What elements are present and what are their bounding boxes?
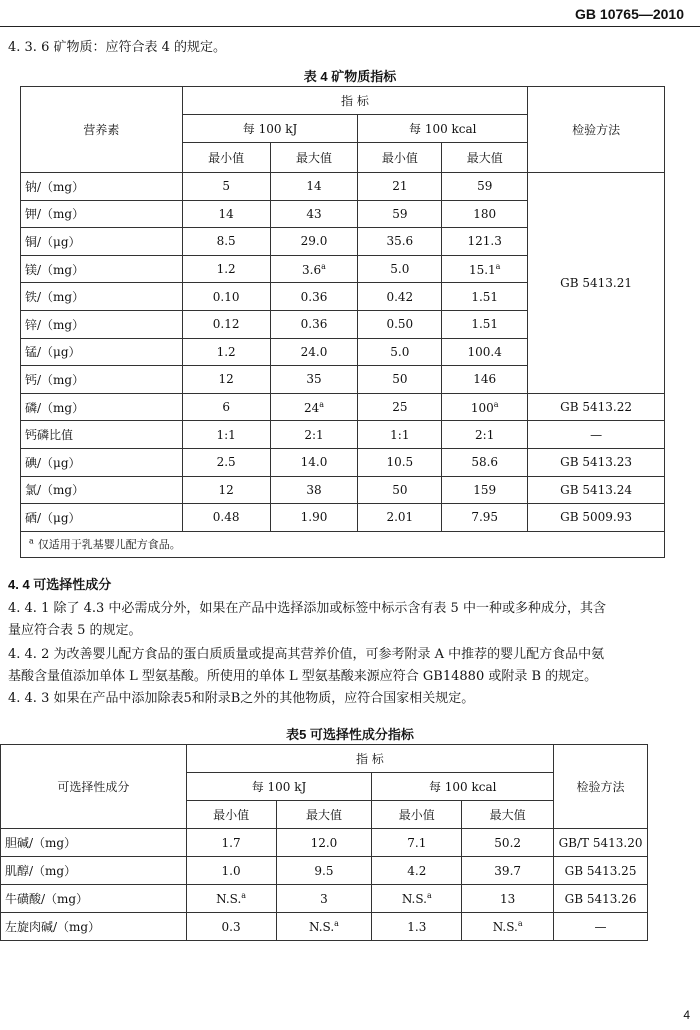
footnote-marker: a	[321, 261, 326, 271]
footnote-marker: a	[493, 399, 499, 409]
table4-header-per-kj: 每 100 kJ	[182, 115, 358, 143]
footnote-marker: a	[426, 891, 432, 900]
page-number: 4	[683, 1008, 690, 1022]
table5-header-per-kj: 每 100 kJ	[186, 773, 372, 801]
kcal-max-cell	[442, 338, 528, 366]
kcal-max-cell	[462, 829, 554, 857]
kcal-max-cell	[442, 393, 528, 421]
kj-min-cell-value: 1.0	[221, 863, 241, 878]
kj-max-cell	[270, 228, 358, 256]
kcal-min-cell	[358, 283, 442, 311]
kj-max-cell-value: 14.0	[300, 455, 328, 470]
nutrient-name	[21, 338, 183, 366]
table-row	[21, 448, 665, 476]
section-4-4-1	[8, 598, 678, 642]
nutrient-name	[21, 476, 183, 504]
kj-min-cell-value: 12	[218, 372, 234, 387]
kj-max-cell-value: 1.90	[300, 510, 328, 525]
kcal-min-cell	[372, 913, 462, 941]
method-cell-value: GB 5413.23	[560, 455, 632, 470]
kcal-max-cell-value: 39.7	[494, 863, 522, 878]
table5-header-method: 检验方法	[554, 745, 648, 829]
kj-max-cell-value: 43	[306, 206, 322, 221]
method-cell	[528, 393, 665, 421]
nutrient-name-value: 碘/（μg）	[25, 455, 81, 470]
kcal-max-cell	[442, 228, 528, 256]
kj-max-cell	[270, 255, 358, 283]
kcal-min-cell-value: 35.6	[386, 234, 414, 249]
nutrient-name	[21, 310, 183, 338]
kcal-min-cell	[358, 228, 442, 256]
section-4-4-title: 4. 4 可选择性成分	[8, 577, 112, 592]
kcal-max-cell-value: 7.95	[471, 510, 499, 525]
table5	[0, 744, 648, 941]
kj-min-cell	[182, 173, 270, 201]
method-cell-value: —	[594, 919, 607, 934]
nutrient-name-value: 锰/（μg）	[25, 345, 81, 360]
kj-max-cell-value: 24.0	[300, 344, 328, 359]
nutrient-name-value: 硒/（μg）	[25, 510, 81, 525]
table4-header-max: 最大值	[270, 143, 358, 173]
kcal-max-cell-value: 180	[473, 206, 497, 221]
kcal-max-cell-value: 59	[477, 179, 493, 194]
method-cell	[554, 885, 648, 913]
component-name-value: 左旋肉碱/（mg）	[5, 920, 101, 934]
kcal-max-cell-value: 121.3	[467, 234, 502, 249]
kj-max-cell-value: 24	[303, 400, 320, 415]
kj-max-cell	[270, 366, 358, 394]
table-row	[1, 829, 648, 857]
table5-header-max: 最大值	[462, 801, 554, 829]
table5-header-min: 最小值	[372, 801, 462, 829]
component-name	[1, 913, 187, 941]
kj-max-cell	[270, 393, 358, 421]
table4-header-index: 指 标	[182, 87, 527, 115]
kj-max-cell	[276, 857, 372, 885]
kj-max-cell	[270, 173, 358, 201]
kcal-min-cell	[372, 857, 462, 885]
kj-min-cell-value: 1:1	[216, 427, 236, 442]
component-name-value: 胆碱/（mg）	[5, 836, 77, 850]
nutrient-name	[21, 283, 183, 311]
table5-header-per-kcal: 每 100 kcal	[372, 773, 554, 801]
kcal-max-cell-value: 1.51	[471, 289, 499, 304]
kj-max-cell	[270, 504, 358, 532]
nutrient-name-value: 钾/（mg）	[25, 207, 85, 222]
kcal-min-cell	[372, 885, 462, 913]
table4-footnote-row	[21, 531, 665, 557]
kcal-max-cell-value: 1.51	[471, 317, 499, 332]
kj-min-cell-value: 5	[222, 179, 230, 194]
kcal-max-cell	[442, 173, 528, 201]
standard-code: GB 10765—2010	[575, 6, 684, 22]
kj-min-cell	[182, 476, 270, 504]
kj-max-cell-value: 12.0	[310, 835, 338, 850]
kcal-min-cell	[358, 173, 442, 201]
nutrient-name-value: 锌/（mg）	[25, 317, 85, 332]
section-4-4-2-line1: 4. 4. 2 为改善婴儿配方食品的蛋白质质量或提高其营养价值，可参考附录 A 中推荐的婴儿配方食品中氨	[8, 647, 605, 662]
footnote-marker: a	[29, 536, 34, 546]
section-4-4-2-line2: 基酸含量值添加单体 L 型氨基酸。所使用的单体 L 型氨基酸来源应符合 GB14880 或附录 B 的规定。	[8, 669, 598, 684]
section-4-4-3: 4. 4. 3 如果在产品中添加除表5和附录B之外的其他物质，应符合国家相关规定。	[8, 691, 475, 706]
table4-header-min: 最小值	[182, 143, 270, 173]
method-cell	[528, 173, 665, 394]
kj-min-cell-value: 12	[218, 482, 234, 497]
kj-min-cell	[186, 857, 276, 885]
table5-caption: 表5 可选择性成分指标	[286, 727, 414, 742]
kcal-min-cell	[358, 338, 442, 366]
kj-max-cell	[276, 829, 372, 857]
table4-header-min: 最小值	[358, 143, 442, 173]
kcal-max-cell	[442, 255, 528, 283]
table5-header-component: 可选择性成分	[1, 745, 187, 829]
kj-max-cell-value: 3.6	[302, 262, 322, 277]
kcal-min-cell-value: 50	[392, 482, 408, 497]
kcal-min-cell-value: 10.5	[386, 455, 414, 470]
kcal-max-cell-value: 159	[473, 482, 497, 497]
kj-min-cell	[182, 228, 270, 256]
kcal-max-cell	[442, 200, 528, 228]
table-row	[21, 476, 665, 504]
kcal-max-cell-value: 15.1	[468, 262, 496, 277]
kj-max-cell-value: 0.36	[300, 317, 328, 332]
table4-header-max: 最大值	[442, 143, 528, 173]
kj-min-cell	[182, 393, 270, 421]
kj-min-cell-value: 0.48	[212, 510, 240, 525]
kcal-max-cell-value: 50.2	[494, 835, 522, 850]
kcal-min-cell	[358, 310, 442, 338]
kcal-min-cell-value: 5.0	[390, 262, 410, 277]
footnote-marker: a	[319, 399, 325, 409]
kj-min-cell	[186, 913, 276, 941]
table5-header-max: 最大值	[276, 801, 372, 829]
kj-min-cell	[182, 283, 270, 311]
kcal-min-cell-value: 7.1	[407, 835, 427, 850]
kcal-max-cell-value: 100	[470, 400, 494, 415]
component-name	[1, 885, 187, 913]
method-cell	[528, 476, 665, 504]
method-cell	[554, 913, 648, 941]
nutrient-name-value: 钙磷比值	[25, 428, 74, 443]
kj-min-cell-value: 8.5	[216, 234, 236, 249]
method-cell	[528, 504, 665, 532]
footnote-text: 仅适用于乳基婴儿配方食品。	[37, 538, 181, 552]
table4	[20, 86, 665, 558]
nutrient-name	[21, 393, 183, 421]
nutrient-name-value: 钠/（mg）	[25, 179, 85, 194]
kj-min-cell	[182, 421, 270, 449]
kcal-min-cell	[358, 504, 442, 532]
footnote-marker: a	[495, 261, 501, 271]
kcal-max-cell	[442, 504, 528, 532]
nutrient-name-value: 铁/（mg）	[25, 290, 85, 305]
kcal-max-cell-value: 100.4	[467, 344, 502, 359]
nutrient-name	[21, 421, 183, 449]
kj-min-cell	[182, 200, 270, 228]
kcal-max-cell	[462, 857, 554, 885]
kj-min-cell	[182, 310, 270, 338]
nutrient-name	[21, 366, 183, 394]
kj-min-cell-value: 0.12	[212, 317, 240, 332]
kcal-max-cell-value: N.S.	[492, 920, 518, 934]
kj-max-cell	[276, 885, 372, 913]
kj-max-cell-value: 35	[306, 372, 322, 387]
kj-min-cell-value: 1.2	[216, 262, 236, 277]
kj-max-cell-value: 2:1	[304, 427, 324, 442]
method-cell-value: GB 5413.21	[560, 275, 632, 290]
kcal-min-cell	[358, 448, 442, 476]
table-row	[1, 857, 648, 885]
kcal-min-cell	[358, 366, 442, 394]
table5-header-min: 最小值	[186, 801, 276, 829]
kj-max-cell-value: 9.5	[314, 863, 334, 878]
nutrient-name	[21, 448, 183, 476]
kcal-min-cell	[358, 255, 442, 283]
kj-max-cell	[270, 310, 358, 338]
table-row	[1, 913, 648, 941]
kj-min-cell-value: 6	[222, 400, 230, 415]
table4-header-nutrient: 营养素	[21, 87, 183, 173]
kj-max-cell-value: 14	[306, 179, 322, 194]
kcal-min-cell-value: 25	[392, 400, 408, 415]
kcal-min-cell	[372, 829, 462, 857]
header-rule	[0, 26, 700, 27]
kcal-max-cell	[442, 421, 528, 449]
method-cell	[554, 829, 648, 857]
footnote-marker: a	[517, 919, 523, 928]
kj-max-cell	[270, 421, 358, 449]
kj-min-cell-value: 0.10	[212, 289, 240, 304]
nutrient-name-value: 钙/（mg）	[25, 372, 85, 387]
nutrient-name	[21, 504, 183, 532]
nutrient-name	[21, 200, 183, 228]
component-name	[1, 829, 187, 857]
kcal-max-cell	[442, 310, 528, 338]
kcal-min-cell-value: 5.0	[390, 344, 410, 359]
kj-min-cell	[182, 448, 270, 476]
nutrient-name	[21, 173, 183, 201]
footnote-marker: a	[334, 919, 339, 928]
kj-max-cell-value: N.S.	[308, 920, 335, 934]
nutrient-name-value: 氯/（mg）	[25, 483, 85, 498]
kcal-max-cell-value: 58.6	[471, 455, 499, 470]
kj-max-cell-value: 0.36	[300, 289, 328, 304]
method-cell-value: GB 5413.25	[564, 863, 637, 878]
kcal-min-cell-value: 50	[392, 372, 408, 387]
kj-max-cell-value: 38	[306, 482, 322, 497]
table4-caption: 表 4 矿物质指标	[303, 69, 397, 84]
kj-min-cell	[182, 366, 270, 394]
kj-max-cell-value: 29.0	[300, 234, 328, 249]
kj-max-cell-value: 3	[320, 891, 328, 906]
kcal-min-cell	[358, 476, 442, 504]
kcal-max-cell-value: 146	[473, 372, 497, 387]
component-name-value: 肌醇/（mg）	[5, 864, 77, 878]
kj-min-cell	[182, 338, 270, 366]
nutrient-name-value: 镁/（mg）	[25, 262, 85, 277]
method-cell	[528, 448, 665, 476]
kcal-min-cell-value: 1:1	[390, 427, 410, 442]
method-cell-value: GB 5413.26	[564, 891, 637, 906]
kj-max-cell	[270, 338, 358, 366]
method-cell-value: GB/T 5413.20	[558, 835, 643, 850]
method-cell-value: GB 5009.93	[560, 510, 632, 525]
kcal-min-cell-value: 59	[392, 206, 408, 221]
kcal-max-cell	[442, 366, 528, 394]
kj-max-cell	[276, 913, 372, 941]
kcal-min-cell	[358, 421, 442, 449]
kj-min-cell-value: 2.5	[216, 455, 236, 470]
table4-footnote	[21, 531, 665, 557]
kcal-min-cell-value: 1.3	[407, 919, 427, 934]
kcal-min-cell-value: 0.50	[386, 317, 414, 332]
method-cell-value: GB 5413.24	[560, 482, 632, 497]
kcal-max-cell	[462, 913, 554, 941]
kcal-min-cell	[358, 393, 442, 421]
kcal-min-cell-value: 21	[392, 179, 408, 194]
kj-max-cell	[270, 448, 358, 476]
kj-min-cell	[182, 255, 270, 283]
method-cell-value: GB 5413.22	[560, 400, 632, 415]
table-row	[21, 421, 665, 449]
kj-max-cell	[270, 476, 358, 504]
method-cell	[528, 421, 665, 449]
table-row	[21, 504, 665, 532]
kcal-min-cell-value: 4.2	[407, 863, 427, 878]
kcal-max-cell	[442, 448, 528, 476]
component-name	[1, 857, 187, 885]
table5-header-index: 指 标	[186, 745, 553, 773]
kj-min-cell	[182, 504, 270, 532]
section-4-4-1-line2: 量应符合表 5 的规定。	[8, 623, 142, 638]
table-row	[21, 173, 665, 201]
nutrient-name-value: 磷/（mg）	[25, 400, 85, 415]
method-cell	[554, 857, 648, 885]
component-name-value: 牛磺酸/（mg）	[5, 892, 89, 906]
section-4-4-2	[8, 644, 678, 688]
kj-min-cell	[186, 885, 276, 913]
kj-max-cell	[270, 283, 358, 311]
table-row	[21, 393, 665, 421]
kcal-min-cell	[358, 200, 442, 228]
kj-min-cell-value: N.S.	[216, 892, 242, 906]
kj-min-cell-value: 14	[218, 206, 234, 221]
kj-max-cell	[270, 200, 358, 228]
kcal-max-cell	[442, 476, 528, 504]
nutrient-name	[21, 228, 183, 256]
footnote-marker: a	[241, 891, 247, 900]
kcal-min-cell-value: 2.01	[386, 510, 414, 525]
section-4-4-1-line1: 4. 4. 1 除了 4.3 中必需成分外，如果在产品中选择添加或标签中标示含有表 5 中一种或多种成分，其含	[8, 601, 606, 616]
kcal-max-cell-value: 13	[500, 891, 516, 906]
table4-header-method: 检验方法	[528, 87, 665, 173]
kcal-min-cell-value: N.S.	[401, 892, 427, 906]
kj-min-cell-value: 0.3	[221, 919, 241, 934]
kcal-max-cell-value: 2:1	[475, 427, 495, 442]
method-cell-value: —	[590, 427, 603, 442]
table4-header-per-kcal: 每 100 kcal	[358, 115, 528, 143]
nutrient-name	[21, 255, 183, 283]
kcal-max-cell	[462, 885, 554, 913]
kj-min-cell-value: 1.2	[216, 344, 236, 359]
kcal-min-cell-value: 0.42	[386, 289, 414, 304]
table-row	[1, 885, 648, 913]
section-4-3-6: 4. 3. 6 矿物质：应符合表 4 的规定。	[8, 40, 227, 55]
kj-min-cell-value: 1.7	[221, 835, 241, 850]
nutrient-name-value: 铜/（μg）	[25, 234, 81, 249]
kj-min-cell	[186, 829, 276, 857]
kcal-max-cell	[442, 283, 528, 311]
